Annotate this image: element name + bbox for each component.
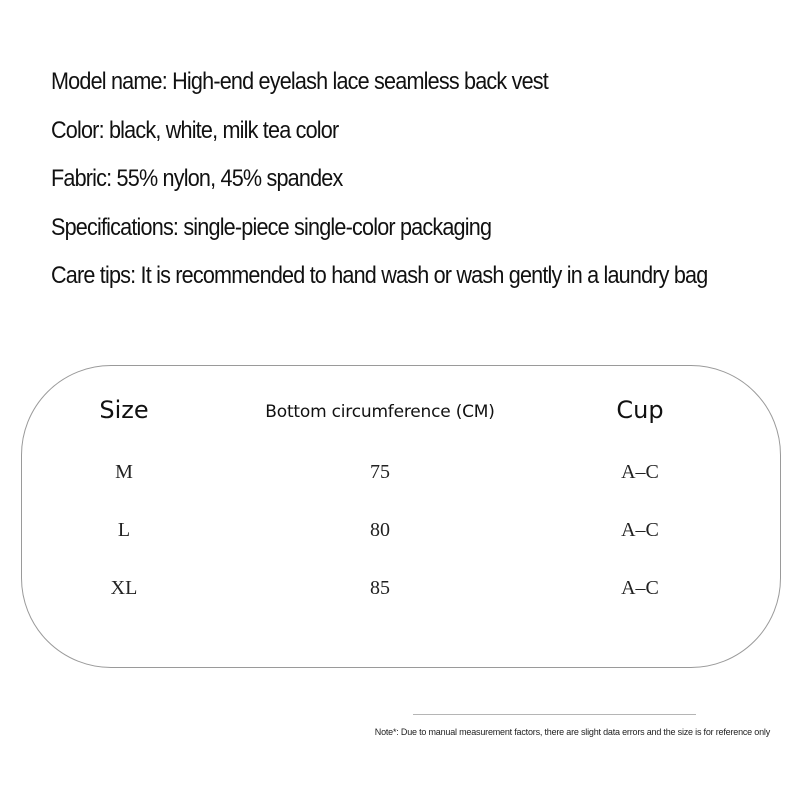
cell-cup: A–C	[621, 577, 659, 599]
cell-bottom-circumference: 80	[370, 519, 390, 541]
cell-bottom-circumference: 75	[370, 461, 390, 483]
measurement-note: Note*: Due to manual measurement factors, there are slight data errors and the size is for reference only	[374, 727, 770, 737]
size-table	[21, 365, 781, 668]
cell-cup: A–C	[621, 461, 659, 483]
header-bottom-circumference: Bottom circumference (CM)	[265, 402, 495, 422]
cell-size: XL	[110, 577, 138, 599]
spec-specifications: Specifications: single-piece single-color packaging	[51, 213, 492, 241]
spec-color: Color: black, white, milk tea color	[51, 116, 339, 144]
cell-bottom-circumference: 85	[370, 577, 390, 599]
cell-size: L	[117, 519, 131, 541]
cell-size: M	[115, 461, 133, 483]
cell-cup: A–C	[621, 519, 659, 541]
header-cup: Cup	[616, 396, 664, 424]
spec-fabric: Fabric: 55% nylon, 45% spandex	[51, 165, 343, 192]
header-size: Size	[99, 396, 149, 424]
note-divider	[413, 714, 696, 715]
spec-model-name: Model name: High-end eyelash lace seamless back vest	[51, 68, 548, 95]
spec-care-tips: Care tips: It is recommended to hand wash or wash gently in a laundry bag	[51, 262, 708, 289]
product-spec-list	[51, 62, 791, 305]
